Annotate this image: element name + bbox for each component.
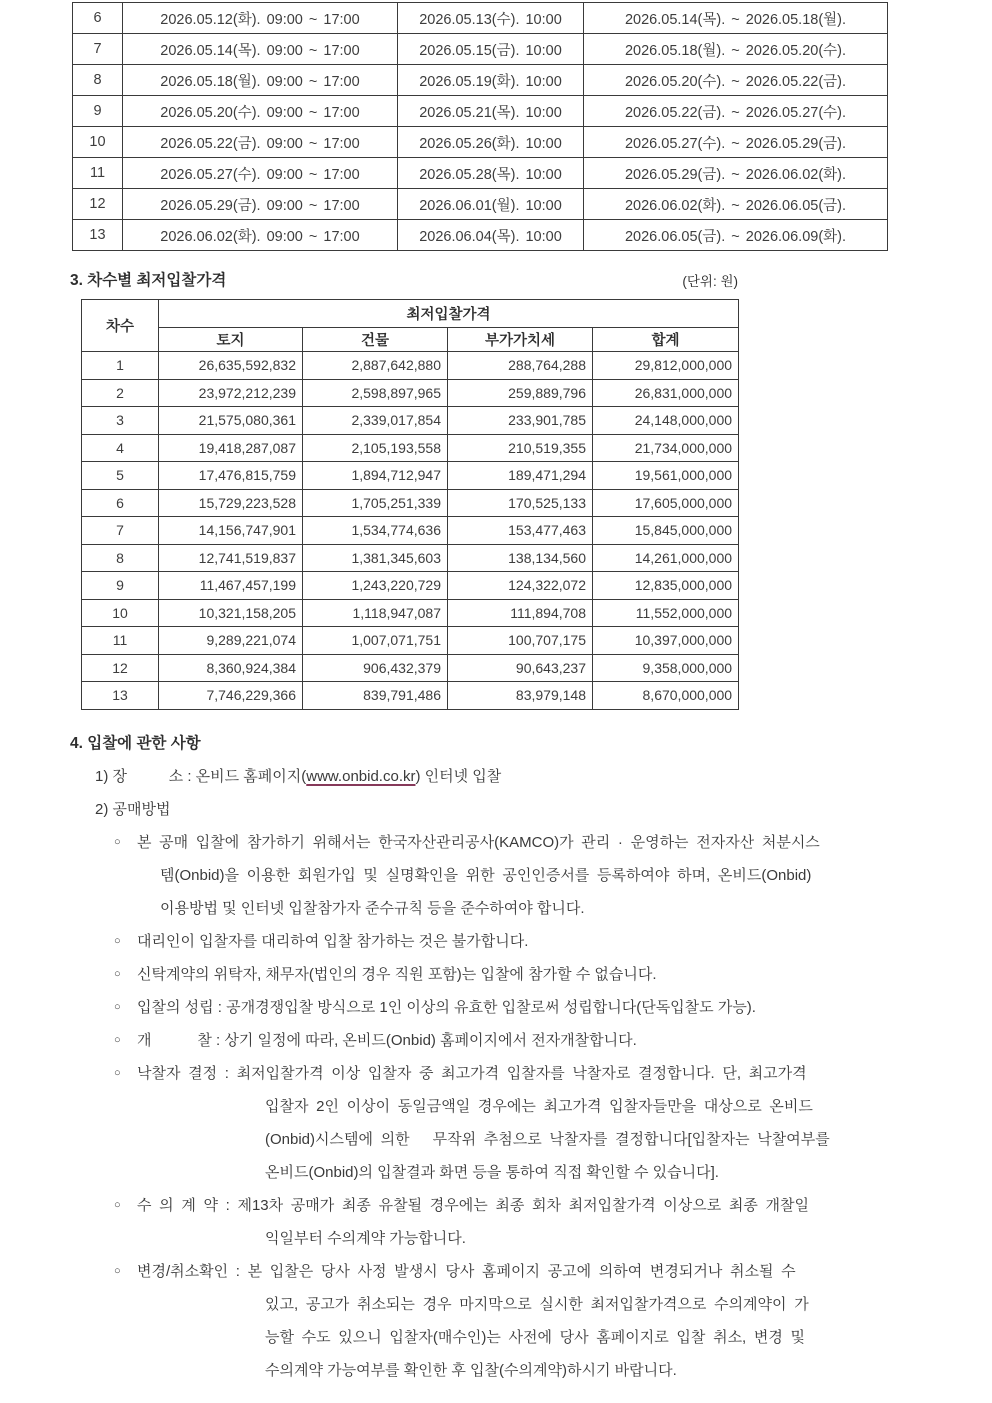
price-col-land: 토지 xyxy=(159,328,303,352)
section4-line xyxy=(0,1156,992,1189)
line-text: 이용방법 및 인터넷 입찰참가자 준수규칙 등을 준수하여야 합니다. xyxy=(160,900,585,917)
schedule-row xyxy=(73,3,888,34)
schedule-contract-period: 2026.05.27(수). ~ 2026.05.29(금). xyxy=(584,127,888,158)
price-round: 3 xyxy=(82,407,159,435)
price-total: 29,812,000,000 xyxy=(593,352,739,380)
schedule-open-time: 2026.05.15(금). 10:00 xyxy=(398,34,584,65)
price-total: 17,605,000,000 xyxy=(593,489,739,517)
schedule-row xyxy=(73,158,888,189)
line-text: 입찰자 2인 이상이 동일금액일 경우에는 최고가격 입찰자들만을 대상으로 온비드 xyxy=(265,1098,813,1115)
price-vat: 100,707,175 xyxy=(448,627,593,655)
method-line xyxy=(0,793,992,826)
line-text: ) 인터넷 입찰 xyxy=(415,768,502,785)
schedule-table-body xyxy=(73,3,888,251)
schedule-contract-period: 2026.06.02(화). ~ 2026.06.05(금). xyxy=(584,189,888,220)
price-building: 1,705,251,339 xyxy=(303,489,448,517)
schedule-row xyxy=(73,96,888,127)
schedule-round: 13 xyxy=(73,220,123,251)
section4-line xyxy=(0,1090,992,1123)
schedule-bid-period: 2026.05.29(금). 09:00 ~ 17:00 xyxy=(123,189,398,220)
price-total: 9,358,000,000 xyxy=(593,654,739,682)
section4-line xyxy=(0,925,992,958)
price-table xyxy=(81,299,739,710)
price-land: 15,729,223,528 xyxy=(159,489,303,517)
bullet-icon: ○ xyxy=(114,935,121,947)
price-building: 1,243,220,729 xyxy=(303,572,448,600)
price-vat: 90,643,237 xyxy=(448,654,593,682)
price-total: 11,552,000,000 xyxy=(593,599,739,627)
price-row xyxy=(82,462,739,490)
price-building: 1,894,712,947 xyxy=(303,462,448,490)
price-building: 2,105,193,558 xyxy=(303,434,448,462)
price-building: 1,007,071,751 xyxy=(303,627,448,655)
section-3 xyxy=(70,268,738,710)
price-round: 1 xyxy=(82,352,159,380)
price-total: 19,561,000,000 xyxy=(593,462,739,490)
price-vat: 288,764,288 xyxy=(448,352,593,380)
price-vat: 153,477,463 xyxy=(448,517,593,545)
price-round: 6 xyxy=(82,489,159,517)
bullet-icon: ○ xyxy=(114,836,121,848)
price-row xyxy=(82,682,739,710)
price-land: 12,741,519,837 xyxy=(159,544,303,572)
price-col-building: 건물 xyxy=(303,328,448,352)
price-vat: 111,894,708 xyxy=(448,599,593,627)
line-text: 능할 수도 있으니 입찰자(매수인)는 사전에 당사 홈페이지로 입찰 취소, 변경 및 xyxy=(265,1329,806,1346)
price-round: 5 xyxy=(82,462,159,490)
price-vat: 189,471,294 xyxy=(448,462,593,490)
price-round: 13 xyxy=(82,682,159,710)
section4-line xyxy=(0,1123,992,1156)
price-row xyxy=(82,489,739,517)
price-row xyxy=(82,517,739,545)
price-land: 8,360,924,384 xyxy=(159,654,303,682)
section4-line xyxy=(0,991,992,1024)
line-text: 낙찰자 결정 : 최저입찰가격 이상 입찰자 중 최고가격 입찰자를 낙찰자로 결정합니다. 단, 최고가격 xyxy=(137,1065,807,1082)
bullet-icon: ○ xyxy=(114,1199,121,1211)
price-total: 12,835,000,000 xyxy=(593,572,739,600)
schedule-row xyxy=(73,34,888,65)
schedule-contract-period: 2026.05.22(금). ~ 2026.05.27(수). xyxy=(584,96,888,127)
price-row xyxy=(82,407,739,435)
price-building: 1,534,774,636 xyxy=(303,517,448,545)
price-vat: 259,889,796 xyxy=(448,379,593,407)
line-text: 개 찰 : 상기 일정에 따라, 온비드(Onbid) 홈페이지에서 전자개찰합니다. xyxy=(137,1032,637,1049)
line-text: 수 의 계 약 : 제13차 공매가 최종 유찰될 경우에는 최종 회차 최저입찰가격 이상으로 최종 개찰일 xyxy=(137,1197,809,1214)
price-vat: 138,134,560 xyxy=(448,544,593,572)
schedule-bid-period: 2026.05.14(목). 09:00 ~ 17:00 xyxy=(123,34,398,65)
schedule-bid-period: 2026.05.22(금). 09:00 ~ 17:00 xyxy=(123,127,398,158)
price-building: 839,791,486 xyxy=(303,682,448,710)
price-col-total: 합계 xyxy=(593,328,739,352)
price-land: 19,418,287,087 xyxy=(159,434,303,462)
price-total: 14,261,000,000 xyxy=(593,544,739,572)
price-col-round: 차수 xyxy=(82,300,159,352)
price-total: 26,831,000,000 xyxy=(593,379,739,407)
schedule-contract-period: 2026.05.29(금). ~ 2026.06.02(화). xyxy=(584,158,888,189)
price-vat: 124,322,072 xyxy=(448,572,593,600)
bullet-icon: ○ xyxy=(114,1034,121,1046)
schedule-round: 6 xyxy=(73,3,123,34)
bullet-icon: ○ xyxy=(114,1067,121,1079)
price-building: 2,598,897,965 xyxy=(303,379,448,407)
schedule-bid-period: 2026.06.02(화). 09:00 ~ 17:00 xyxy=(123,220,398,251)
section4-line xyxy=(0,826,992,859)
price-land: 23,972,212,239 xyxy=(159,379,303,407)
section4-line xyxy=(0,1321,992,1354)
schedule-table xyxy=(72,2,888,251)
price-row xyxy=(82,352,739,380)
schedule-open-time: 2026.06.04(목). 10:00 xyxy=(398,220,584,251)
price-vat: 83,979,148 xyxy=(448,682,593,710)
line-text: 변경/취소확인 : 본 입찰은 당사 사정 발생시 당사 홈페이지 공고에 의하여 변경되거나 취소될 수 xyxy=(137,1263,796,1280)
section4-line xyxy=(0,1288,992,1321)
price-round: 8 xyxy=(82,544,159,572)
schedule-open-time: 2026.05.28(목). 10:00 xyxy=(398,158,584,189)
price-round: 4 xyxy=(82,434,159,462)
price-row xyxy=(82,572,739,600)
section4-line xyxy=(0,859,992,892)
schedule-bid-period: 2026.05.12(화). 09:00 ~ 17:00 xyxy=(123,3,398,34)
line-text: 온비드(Onbid)의 입찰결과 화면 등을 통하여 직접 확인할 수 있습니다]. xyxy=(265,1164,719,1181)
price-land: 17,476,815,759 xyxy=(159,462,303,490)
section4-title: 4. 입찰에 관한 사항 xyxy=(70,735,201,752)
line-text: 대리인이 입찰자를 대리하여 입찰 참가하는 것은 불가합니다. xyxy=(137,933,529,950)
schedule-row xyxy=(73,220,888,251)
schedule-round: 10 xyxy=(73,127,123,158)
schedule-row xyxy=(73,127,888,158)
price-building: 2,339,017,854 xyxy=(303,407,448,435)
price-round: 11 xyxy=(82,627,159,655)
price-round: 7 xyxy=(82,517,159,545)
schedule-open-time: 2026.06.01(월). 10:00 xyxy=(398,189,584,220)
line-text: 있고, 공고가 취소되는 경우 마지막으로 실시한 최저입찰가격으로 수의계약이 가 xyxy=(265,1296,809,1313)
price-building: 906,432,379 xyxy=(303,654,448,682)
schedule-contract-period: 2026.05.18(월). ~ 2026.05.20(수). xyxy=(584,34,888,65)
bullet-icon: ○ xyxy=(114,1001,121,1013)
section4-line xyxy=(0,1024,992,1057)
price-building: 2,887,642,880 xyxy=(303,352,448,380)
section4-line xyxy=(0,1189,992,1222)
price-row xyxy=(82,599,739,627)
price-building: 1,118,947,087 xyxy=(303,599,448,627)
schedule-contract-period: 2026.05.14(목). ~ 2026.05.18(월). xyxy=(584,3,888,34)
schedule-open-time: 2026.05.13(수). 10:00 xyxy=(398,3,584,34)
price-round: 10 xyxy=(82,599,159,627)
price-land: 26,635,592,832 xyxy=(159,352,303,380)
price-row xyxy=(82,654,739,682)
schedule-open-time: 2026.05.26(화). 10:00 xyxy=(398,127,584,158)
price-vat: 210,519,355 xyxy=(448,434,593,462)
price-round: 2 xyxy=(82,379,159,407)
price-land: 7,746,229,366 xyxy=(159,682,303,710)
price-total: 21,734,000,000 xyxy=(593,434,739,462)
line-text: 1) 장 소 : 온비드 홈페이지( xyxy=(95,768,307,785)
section4-line xyxy=(0,892,992,925)
price-row xyxy=(82,434,739,462)
price-row xyxy=(82,379,739,407)
price-total: 15,845,000,000 xyxy=(593,517,739,545)
price-group-header: 최저입찰가격 xyxy=(159,300,739,328)
schedule-round: 11 xyxy=(73,158,123,189)
schedule-open-time: 2026.05.21(목). 10:00 xyxy=(398,96,584,127)
price-land: 9,289,221,074 xyxy=(159,627,303,655)
bullet-icon: ○ xyxy=(114,968,121,980)
section3-header-row xyxy=(70,268,738,290)
line-text: 입찰의 성립 : 공개경쟁입찰 방식으로 1인 이상의 유효한 입찰로써 성립합니다(단독입찰도 가능). xyxy=(137,999,756,1016)
price-land: 14,156,747,901 xyxy=(159,517,303,545)
price-vat: 233,901,785 xyxy=(448,407,593,435)
schedule-round: 12 xyxy=(73,189,123,220)
schedule-open-time: 2026.05.19(화). 10:00 xyxy=(398,65,584,96)
price-total: 10,397,000,000 xyxy=(593,627,739,655)
price-total: 24,148,000,000 xyxy=(593,407,739,435)
price-vat: 170,525,133 xyxy=(448,489,593,517)
price-building: 1,381,345,603 xyxy=(303,544,448,572)
line-text: 신탁계약의 위탁자, 채무자(법인의 경우 직원 포함)는 입찰에 참가할 수 없습니다. xyxy=(137,966,657,983)
line-text: 본 공매 입찰에 참가하기 위해서는 한국자산관리공사(KAMCO)가 관리 · 운영하는 전자자산 처분시스 xyxy=(137,834,820,851)
section4-line xyxy=(0,1354,992,1387)
schedule-row xyxy=(73,189,888,220)
price-round: 9 xyxy=(82,572,159,600)
price-land: 11,467,457,199 xyxy=(159,572,303,600)
schedule-bid-period: 2026.05.20(수). 09:00 ~ 17:00 xyxy=(123,96,398,127)
place-line xyxy=(0,760,992,793)
price-table-body xyxy=(82,352,739,710)
schedule-row xyxy=(73,65,888,96)
schedule-bid-period: 2026.05.18(월). 09:00 ~ 17:00 xyxy=(123,65,398,96)
price-land: 21,575,080,361 xyxy=(159,407,303,435)
price-total: 8,670,000,000 xyxy=(593,682,739,710)
section4-line xyxy=(0,1222,992,1255)
bullet-icon: ○ xyxy=(114,1265,121,1277)
line-text: 수의계약 가능여부를 확인한 후 입찰(수의계약)하시기 바랍니다. xyxy=(265,1362,677,1379)
section-4 xyxy=(0,727,992,1387)
schedule-contract-period: 2026.06.05(금). ~ 2026.06.09(화). xyxy=(584,220,888,251)
schedule-round: 9 xyxy=(73,96,123,127)
schedule-bid-period: 2026.05.27(수). 09:00 ~ 17:00 xyxy=(123,158,398,189)
section4-lines xyxy=(0,760,992,1387)
schedule-round: 7 xyxy=(73,34,123,65)
price-land: 10,321,158,205 xyxy=(159,599,303,627)
unit-label: (단위: 원) xyxy=(682,274,738,289)
section3-title: 3. 차수별 최저입찰가격 xyxy=(70,272,227,289)
price-row xyxy=(82,544,739,572)
price-round: 12 xyxy=(82,654,159,682)
line-text: (Onbid)시스템에 의한 무작위 추첨으로 낙찰자를 결정합니다[입찰자는 낙찰여부를 xyxy=(265,1131,830,1148)
section4-line xyxy=(0,1057,992,1090)
price-row xyxy=(82,627,739,655)
schedule-contract-period: 2026.05.20(수). ~ 2026.05.22(금). xyxy=(584,65,888,96)
line-text: 템(Onbid)을 이용한 회원가입 및 실명확인을 위한 공인인증서를 등록하여야 하며, 온비드(Onbid) xyxy=(160,867,812,884)
onbid-url-link[interactable]: www.onbid.co.kr xyxy=(306,768,416,785)
section4-line xyxy=(0,958,992,991)
line-text: 2) 공매방법 xyxy=(95,801,171,818)
line-text: 익일부터 수의계약 가능합니다. xyxy=(265,1230,466,1247)
schedule-round: 8 xyxy=(73,65,123,96)
price-col-vat: 부가가치세 xyxy=(448,328,593,352)
section4-line xyxy=(0,1255,992,1288)
